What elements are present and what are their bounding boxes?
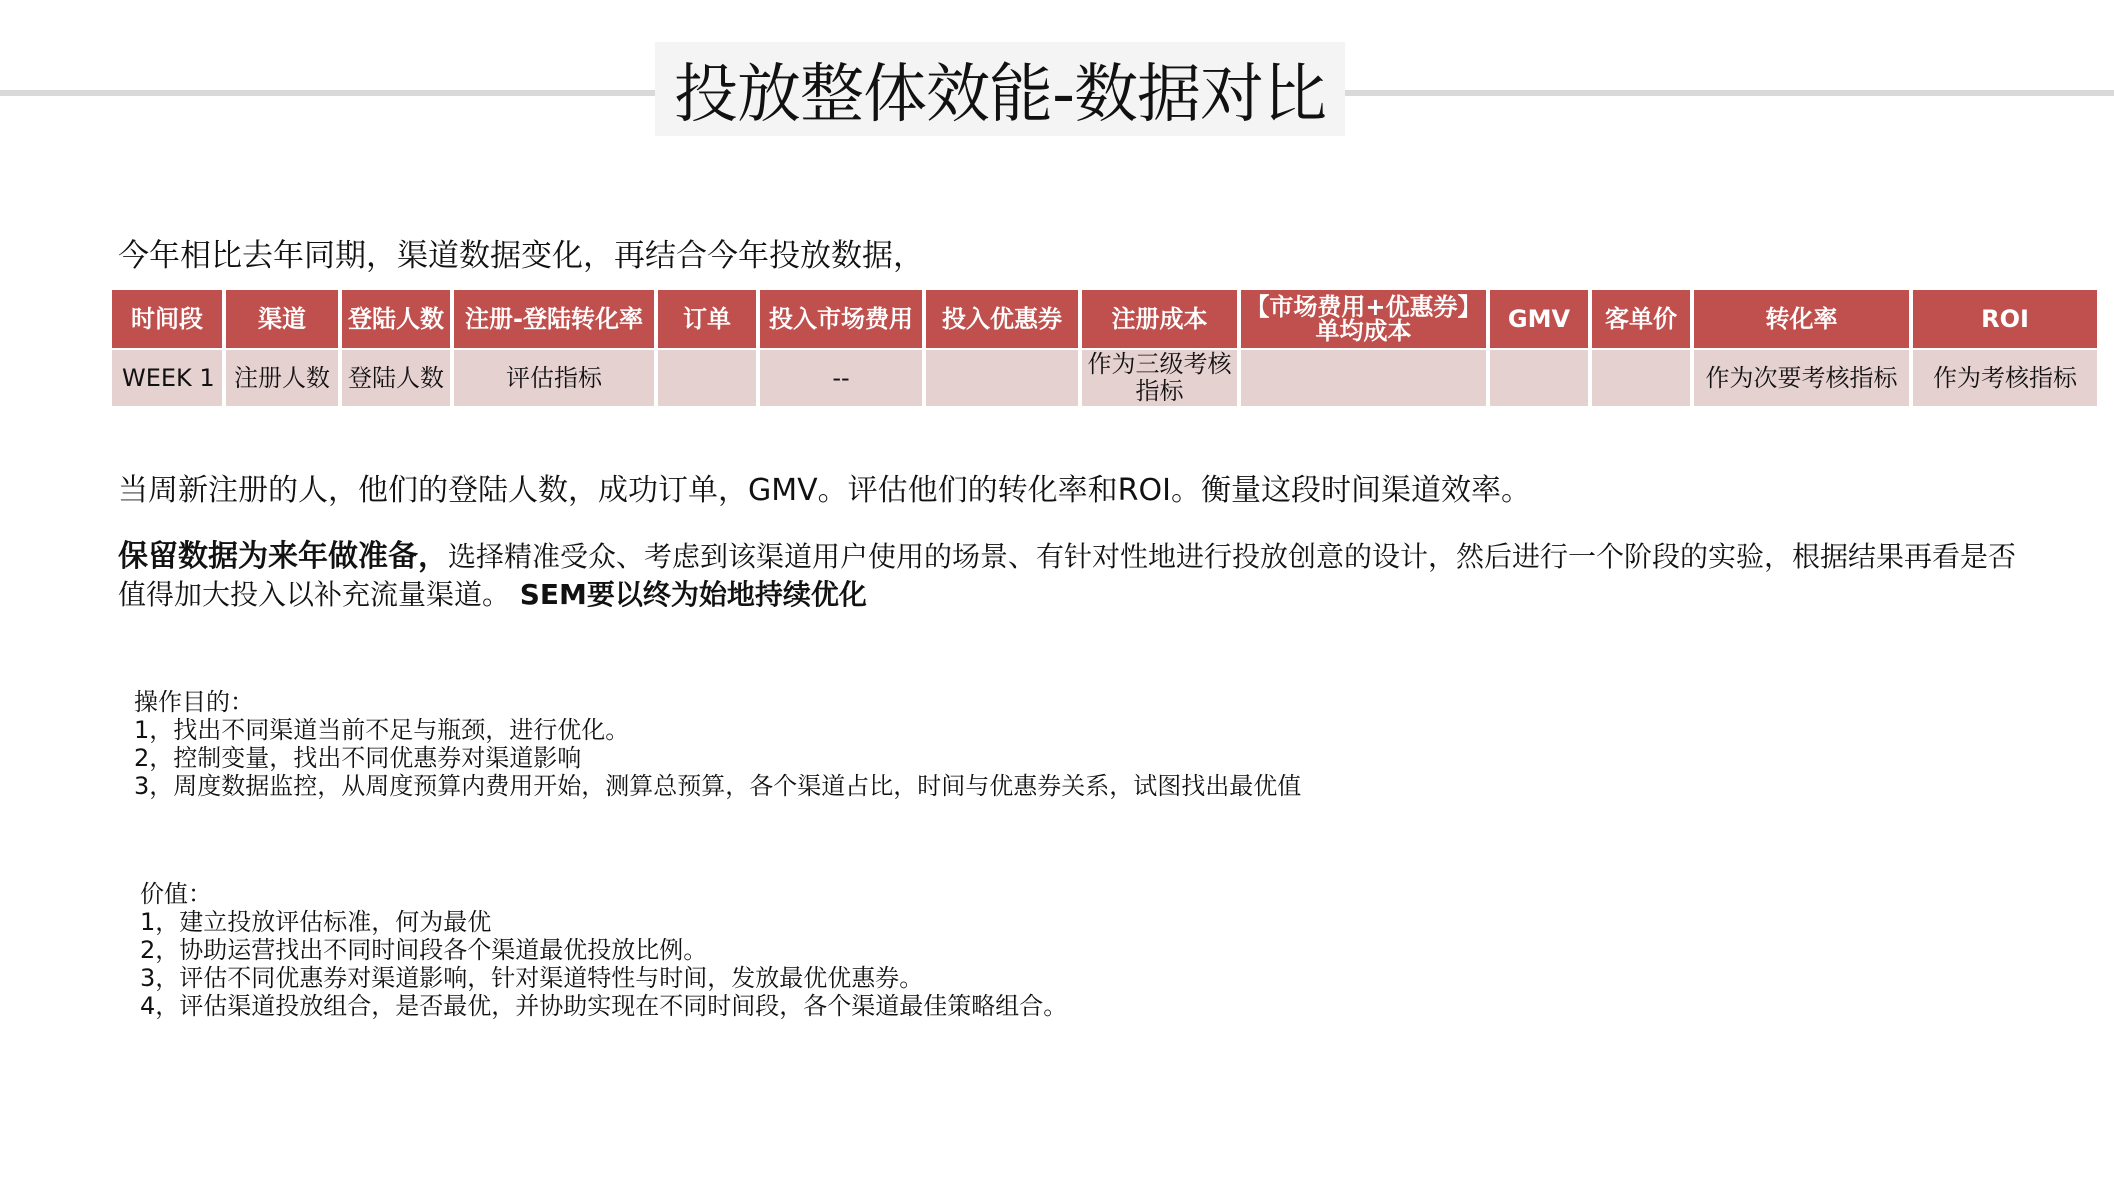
header-register-login-rate: 注册-登陆转化率 [454,290,654,348]
list-item: 2，协助运营找出不同时间段各个渠道最优投放比例。 [140,936,708,964]
cell-conversion-rate: 作为次要考核指标 [1694,350,1909,406]
cell-register-cost: 作为三级考核指标 [1082,350,1237,406]
header-market-cost: 投入市场费用 [760,290,922,348]
value-block [140,880,1067,1020]
header-login-count: 登陆人数 [342,290,450,348]
header-conversion-rate: 转化率 [1694,290,1909,348]
header-register-cost: 注册成本 [1082,290,1237,348]
cell-avg-order-value [1592,350,1690,406]
header-avg-order-value: 客单价 [1592,290,1690,348]
cell-orders [658,350,756,406]
retention-paragraph [118,538,2018,614]
summary-paragraph: 当周新注册的人，他们的登陆人数，成功订单，GMV。评估他们的转化率和ROI。衡量这段时间渠道效率。 [118,473,1531,508]
header-unit-cost: 【市场费用+优惠券】单均成本 [1241,290,1486,348]
cell-channel: 注册人数 [226,350,338,406]
table-header-row [112,290,2097,348]
cell-roi: 作为考核指标 [1913,350,2097,406]
metrics-table [108,288,2101,408]
list-item: 1，建立投放评估标准，何为最优 [140,908,492,936]
header-gmv: GMV [1490,290,1588,348]
operations-heading: 操作目的： [134,688,254,716]
list-item: 3，评估不同优惠券对渠道影响，针对渠道特性与时间，发放最优优惠券。 [140,964,924,992]
header-time-period: 时间段 [112,290,222,348]
list-item: 2，控制变量，找出不同优惠券对渠道影响 [134,744,582,772]
cell-unit-cost [1241,350,1486,406]
table-row [112,350,2097,406]
list-item: 4，评估渠道投放组合，是否最优，并协助实现在不同时间段，各个渠道最佳策略组合。 [140,992,1068,1020]
intro-text: 今年相比去年同期，渠道数据变化，再结合今年投放数据， [118,238,924,274]
value-heading: 价值： [140,880,212,908]
header-channel: 渠道 [226,290,338,348]
header-orders: 订单 [658,290,756,348]
retention-lead: 保留数据为来年做准备， [118,539,448,574]
list-item: 3，周度数据监控，从周度预算内费用开始，测算总预算，各个渠道占比，时间与优惠券关系，试图找出最优值 [134,772,1302,800]
cell-register-login-rate: 评估指标 [454,350,654,406]
cell-market-cost: -- [760,350,922,406]
cell-coupon-cost [926,350,1078,406]
cell-gmv [1490,350,1588,406]
retention-tail: SEM要以终为始地持续优化 [510,578,867,611]
cell-login-count: 登陆人数 [342,350,450,406]
header-roi: ROI [1913,290,2097,348]
list-item: 1，找出不同渠道当前不足与瓶颈，进行优化。 [134,716,630,744]
header-coupon-cost: 投入优惠券 [926,290,1078,348]
cell-time-period: WEEK 1 [112,350,222,406]
title-box [655,42,1345,136]
operations-block [134,688,1301,800]
retention-body: 选择精准受众、考虑到该渠道用户使用的场景、有针对性地进行投放创意的设计，然后进行一个阶段的实验，根据结果再看是否值得加大投入以补充流量渠道。 [118,540,2017,611]
page-title: 投放整体效能-数据对比 [673,58,1327,132]
